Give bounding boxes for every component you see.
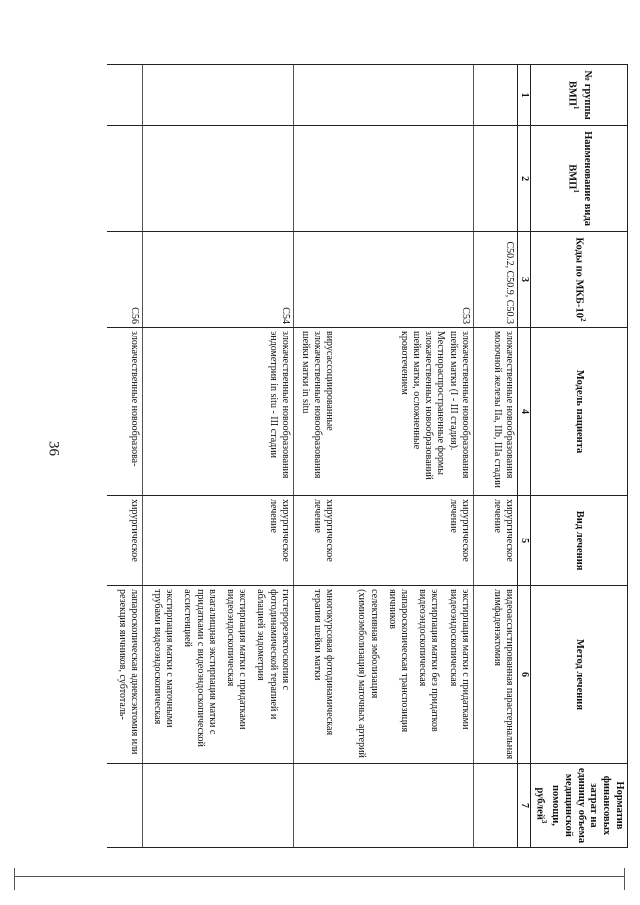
table-row bbox=[142, 65, 293, 848]
header-treatment-type: Вид лечения bbox=[530, 496, 627, 586]
table-row bbox=[293, 65, 337, 848]
method-item: лапароскопическая аднексэктомия или резекция яичников, субтоталь- bbox=[116, 589, 140, 755]
method-item: экстирпация матки с придатками видеоэндоскопическая bbox=[447, 589, 471, 730]
scan-edge-tick bbox=[624, 868, 625, 890]
method-item: экстирпация матки без придатков видеоэндоскопическая bbox=[417, 589, 441, 732]
column-number-row bbox=[517, 65, 530, 848]
cell-treatment-type: хирургическое лечение bbox=[337, 496, 473, 586]
header-icd-codes: Коды по МКБ-$10^2$ bbox=[530, 231, 627, 327]
cell-treatment-method bbox=[107, 586, 142, 764]
col-number: 5 bbox=[517, 496, 530, 586]
cell-treatment-type: хирургическое лечение bbox=[142, 496, 293, 586]
header-cost-norm: Норматив финансовых затрат на единицу объема медицинской помощи, рублей$^3$ bbox=[530, 763, 627, 847]
header-treatment-method: Метод лечения bbox=[530, 586, 627, 764]
header-vmp-name: Наименование вида ВМП$^1$ bbox=[530, 126, 627, 232]
vmp-table bbox=[107, 64, 628, 848]
cell-patient-model: вирусассоциированные злокачественные новообразования шейки матки in situ bbox=[293, 327, 337, 495]
cell-icd-code bbox=[293, 231, 337, 327]
cell-icd-code: C54 bbox=[142, 231, 293, 327]
cell-treatment-method bbox=[337, 586, 473, 764]
method-item: влагалищная экстирпация матки с придатками с видеоэндоскопической ассистенцией bbox=[182, 589, 218, 747]
page-number: 36 bbox=[45, 441, 62, 456]
scan-edge-line bbox=[14, 876, 624, 877]
cell-patient-model: злокачественные новообразова- bbox=[107, 327, 142, 495]
cell-vmp-name bbox=[473, 126, 517, 232]
col-number: 1 bbox=[517, 65, 530, 126]
header-patient-model: Модель пациента bbox=[530, 327, 627, 495]
col-number: 7 bbox=[517, 763, 530, 847]
col-number: 3 bbox=[517, 231, 530, 327]
cell-cost bbox=[473, 763, 517, 847]
cell-icd-code: C56 bbox=[107, 231, 142, 327]
method-item: экстирпация матки с маточными трубами видеоэндоскопическая bbox=[152, 589, 176, 728]
method-item: лапароскопическая транспозиция яичников bbox=[386, 589, 410, 733]
method-item: гистерорезектоскопия с фотодинамической терапией и аблацией эндометрия bbox=[255, 589, 291, 720]
cell-cost bbox=[337, 763, 473, 847]
cell-treatment-type: хирургическое bbox=[107, 496, 142, 586]
cell-vmp-name bbox=[293, 126, 337, 232]
cell-group bbox=[107, 65, 142, 126]
cell-cost bbox=[107, 763, 142, 847]
col-number: 2 bbox=[517, 126, 530, 232]
table-row bbox=[107, 65, 142, 848]
cell-patient-model: злокачественные новообразования эндометрия in situ - III стадии bbox=[142, 327, 293, 495]
cell-treatment-method bbox=[473, 586, 517, 764]
cell-treatment-type: хирургическое лечение bbox=[293, 496, 337, 586]
cell-icd-code: C53 bbox=[337, 231, 473, 327]
cell-vmp-name bbox=[107, 126, 142, 232]
method-item: селективная эмболизация (химиоэмболизация) маточных артерий bbox=[356, 589, 380, 758]
table-row bbox=[473, 65, 517, 848]
cell-group bbox=[142, 65, 293, 126]
cell-treatment-method bbox=[142, 586, 293, 764]
cell-cost bbox=[293, 763, 337, 847]
header-group-number: № группы ВМП$^1$ bbox=[530, 65, 627, 126]
cell-group bbox=[473, 65, 517, 126]
cell-vmp-name bbox=[142, 126, 293, 232]
method-item: видеоассистированная парастернальная лимфаденэктомия bbox=[491, 589, 515, 760]
header-row bbox=[530, 65, 627, 848]
col-number: 4 bbox=[517, 327, 530, 495]
scan-edge-tick bbox=[14, 868, 15, 890]
cell-treatment-type: хирургическое лечение bbox=[473, 496, 517, 586]
cell-icd-code: C50.2, C50.9, C50.3 bbox=[473, 231, 517, 327]
cell-treatment-method bbox=[293, 586, 337, 764]
cell-patient-model: злокачественные новообразования молочной железы IIa, IIb, IIIa стадии bbox=[473, 327, 517, 495]
method-item: экстирпация матки с придатками видеоэндоскопическая bbox=[224, 589, 249, 730]
cell-vmp-name bbox=[337, 126, 473, 232]
col-number: 6 bbox=[517, 586, 530, 764]
table-row bbox=[337, 65, 473, 848]
cell-group bbox=[337, 65, 473, 126]
table-container bbox=[100, 64, 628, 848]
method-item: многокурсовая фотодинамическая терапия шейки матки bbox=[312, 589, 336, 736]
cell-patient-model: злокачественные новообразования шейки матки (I - III стадия). Местнораспространенные формы злокачественных новообразований шейки матки, осложненные кровотечением bbox=[337, 327, 473, 495]
cell-cost bbox=[142, 763, 293, 847]
cell-group bbox=[293, 65, 337, 126]
